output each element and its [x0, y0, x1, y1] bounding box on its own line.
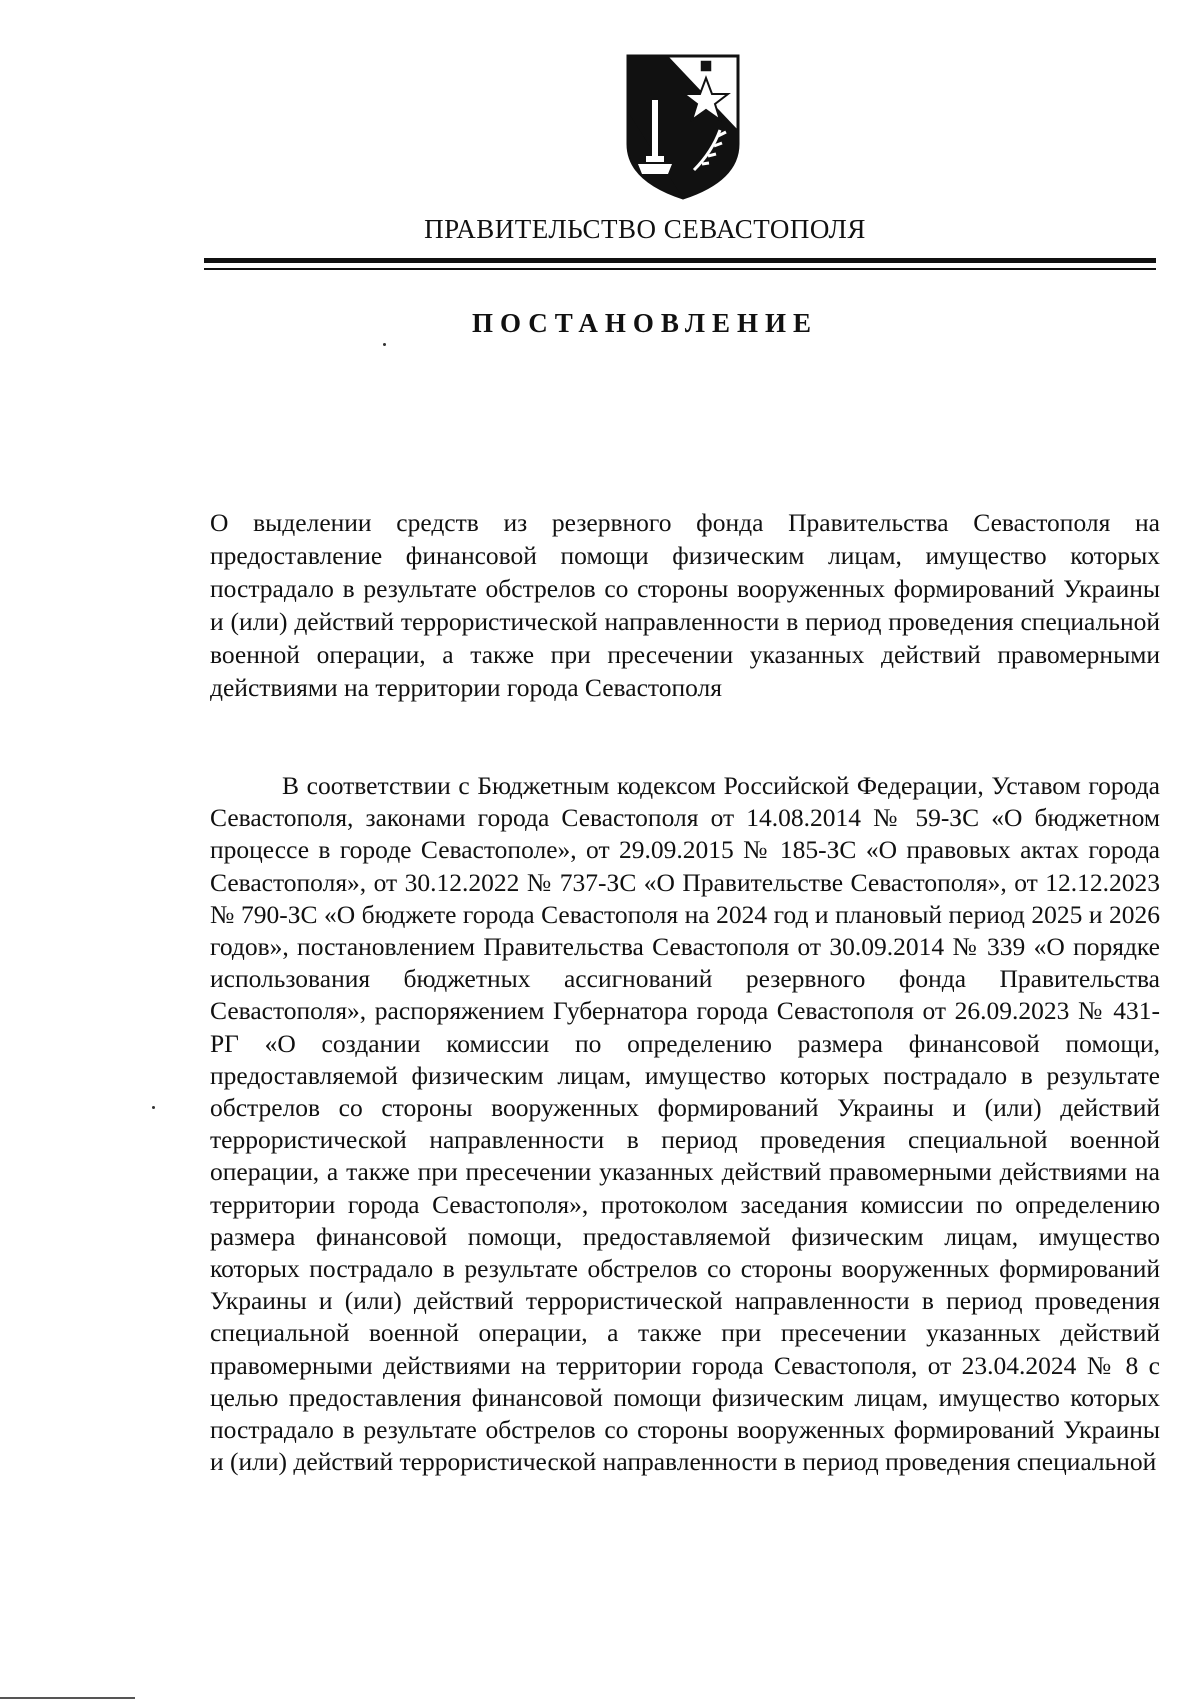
coat-of-arms-icon [624, 52, 742, 202]
header-divider-thick [204, 258, 1156, 263]
scan-speck [383, 343, 386, 346]
scan-speck [152, 1106, 155, 1109]
header-divider-thin [204, 268, 1156, 270]
document-type-title: ПОСТАНОВЛЕНИЕ [471, 308, 819, 338]
page-edge-mark [0, 1697, 135, 1699]
organization-name: ПРАВИТЕЛЬСТВО СЕВАСТОПОЛЯ [424, 214, 866, 244]
document-subject: О выделении средств из резервного фонда Правительства Севастополя на предоставление финансовой помощи физическим лицам, имущество которых пострадало в результате обстрелов со стороны вооруженных формирований Украины и (или) действий террористической направленности в период проведения специальной военной операции, а также при пресечении указанных действий правомерными действиями на территории города Севастополя [210, 508, 1160, 702]
document-body-paragraph: В соответствии с Бюджетным кодексом Российской Федерации, Уставом города Севастополя, законами города Севастополя от 14.08.2014 № 59-ЗС «О бюджетном процессе в городе Севастополе», от 29.09.2015 № 185-ЗС «О правовых актах города Севастополя», от 30.12.2022 № 737-ЗС «О Правительстве Севастополя», от 12.12.2023 № 790-ЗС «О бюджете города Севастополя на 2024 год и плановый период 2025 и 2026 годов», постановлением Правительства Севастополя от 30.09.2014 № 339 «О порядке использования бюджетных ассигнований резервного фонда Правительства Севастополя», распоряжением Губернатора города Севастополя от 26.09.2023 № 431-РГ «О создании комиссии по определению размера финансовой помощи, предоставляемой физическим лицам, имущество которых пострадало в результате обстрелов со стороны вооруженных формирований Украины и (или) действий террористической направленности в период проведения специальной военной операции, а также при пресечении указанных действий правомерными действиями на территории города Севастополя», протоколом заседания комиссии по определению размера финансовой помощи, предоставляемой физическим лицам, имущество которых пострадало в результате обстрелов со стороны вооруженных формирований Украины и (или) действий террористической направленности в период проведения специальной военной операции, а также при пресечении указанных действий правомерными действиями на территории города Севастополя, от 23.04.2024 № 8 с целью предоставления финансовой помощи физическим лицам, имущество которых пострадало в результате обстрелов со стороны вооруженных формирований Украины и (или) действий террористической направленности в период проведения специальной [210, 771, 1160, 1477]
